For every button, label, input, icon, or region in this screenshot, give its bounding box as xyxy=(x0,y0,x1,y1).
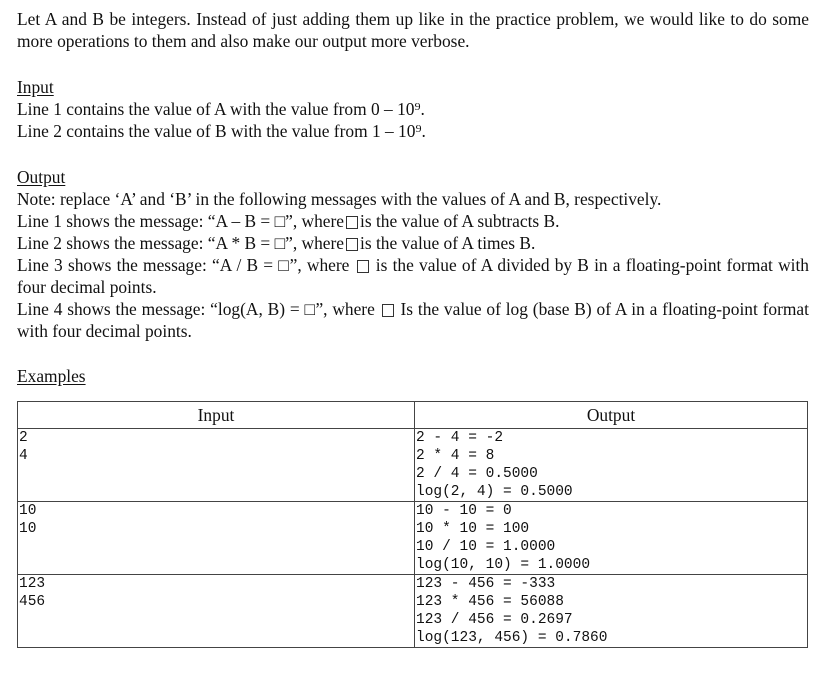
example-input-cell xyxy=(18,575,415,648)
output-line-1-text-b: is the value of A subtracts B. xyxy=(360,211,560,231)
examples-section-title: Examples xyxy=(17,366,86,386)
example-row xyxy=(18,429,808,502)
example-output-line: 2 - 4 = -2 xyxy=(416,430,504,446)
example-output-line: 123 * 456 = 56088 xyxy=(416,594,564,610)
output-column-header: Output xyxy=(415,402,808,429)
output-note: Note: replace ‘A’ and ‘B’ in the following messages with the values of A and B, respectively. xyxy=(17,189,662,209)
output-line-2 xyxy=(17,232,809,254)
output-line-3-text-a: Line 3 shows the message: “A / B = □”, where xyxy=(17,255,350,275)
output-section-title: Output xyxy=(17,167,66,187)
output-line-1-text-a: Line 1 shows the message: “A – B = □”, where xyxy=(17,211,344,231)
example-output-cell xyxy=(415,429,808,502)
example-row xyxy=(18,502,808,575)
example-output-line: 123 - 456 = -333 xyxy=(416,576,556,592)
example-output-line: log(10, 10) = 1.0000 xyxy=(416,557,591,573)
example-output-line: 123 / 456 = 0.2697 xyxy=(416,612,573,628)
output-line-1 xyxy=(17,210,809,232)
example-output-line: 10 / 10 = 1.0000 xyxy=(416,539,556,555)
example-input-line: 4 xyxy=(19,448,28,464)
input-line-1: Line 1 contains the value of A with the value from 0 – 10⁹. xyxy=(17,99,425,119)
example-input-line: 10 xyxy=(19,503,37,519)
example-input-cell xyxy=(18,502,415,575)
input-column-header: Input xyxy=(18,402,415,429)
example-input-line: 123 xyxy=(19,576,46,592)
placeholder-box-icon xyxy=(357,260,369,273)
placeholder-box-icon xyxy=(382,304,394,317)
output-line-4 xyxy=(17,298,809,342)
example-output-line: 10 * 10 = 100 xyxy=(416,521,530,537)
example-output-cell xyxy=(415,502,808,575)
example-output-line: log(2, 4) = 0.5000 xyxy=(416,484,573,500)
example-input-line: 456 xyxy=(19,594,46,610)
example-output-line: 2 / 4 = 0.5000 xyxy=(416,466,538,482)
input-line-2: Line 2 contains the value of B with the value from 1 – 10⁹. xyxy=(17,121,426,141)
example-input-cell xyxy=(18,429,415,502)
output-line-4-text-a: Line 4 shows the message: “log(A, B) = □”, where xyxy=(17,299,375,319)
output-line-4-text-b: Is the value of log (base B) of A in a floating-point format with four decimal points. xyxy=(17,299,809,341)
intro-paragraph: Let A and B be integers. Instead of just adding them up like in the practice problem, we would like to do some more operations to them and also make our output more verbose. xyxy=(17,9,809,51)
example-output-line: log(123, 456) = 0.7860 xyxy=(416,630,608,646)
example-input-line: 10 xyxy=(19,521,37,537)
input-section-title: Input xyxy=(17,77,54,97)
example-output-line: 10 - 10 = 0 xyxy=(416,503,512,519)
example-output-cell xyxy=(415,575,808,648)
examples-table xyxy=(17,401,808,648)
output-line-2-text-b: is the value of A times B. xyxy=(360,233,536,253)
problem-statement xyxy=(17,8,809,387)
output-line-3-text-b: is the value of A divided by B in a floating-point format with four decimal points. xyxy=(17,255,809,297)
placeholder-box-icon xyxy=(346,216,358,229)
example-row xyxy=(18,575,808,648)
example-output-line: 2 * 4 = 8 xyxy=(416,448,495,464)
example-input-line: 2 xyxy=(19,430,28,446)
examples-header-row xyxy=(18,402,808,429)
output-line-3 xyxy=(17,254,809,298)
output-line-2-text-a: Line 2 shows the message: “A * B = □”, where xyxy=(17,233,344,253)
placeholder-box-icon xyxy=(346,238,358,251)
